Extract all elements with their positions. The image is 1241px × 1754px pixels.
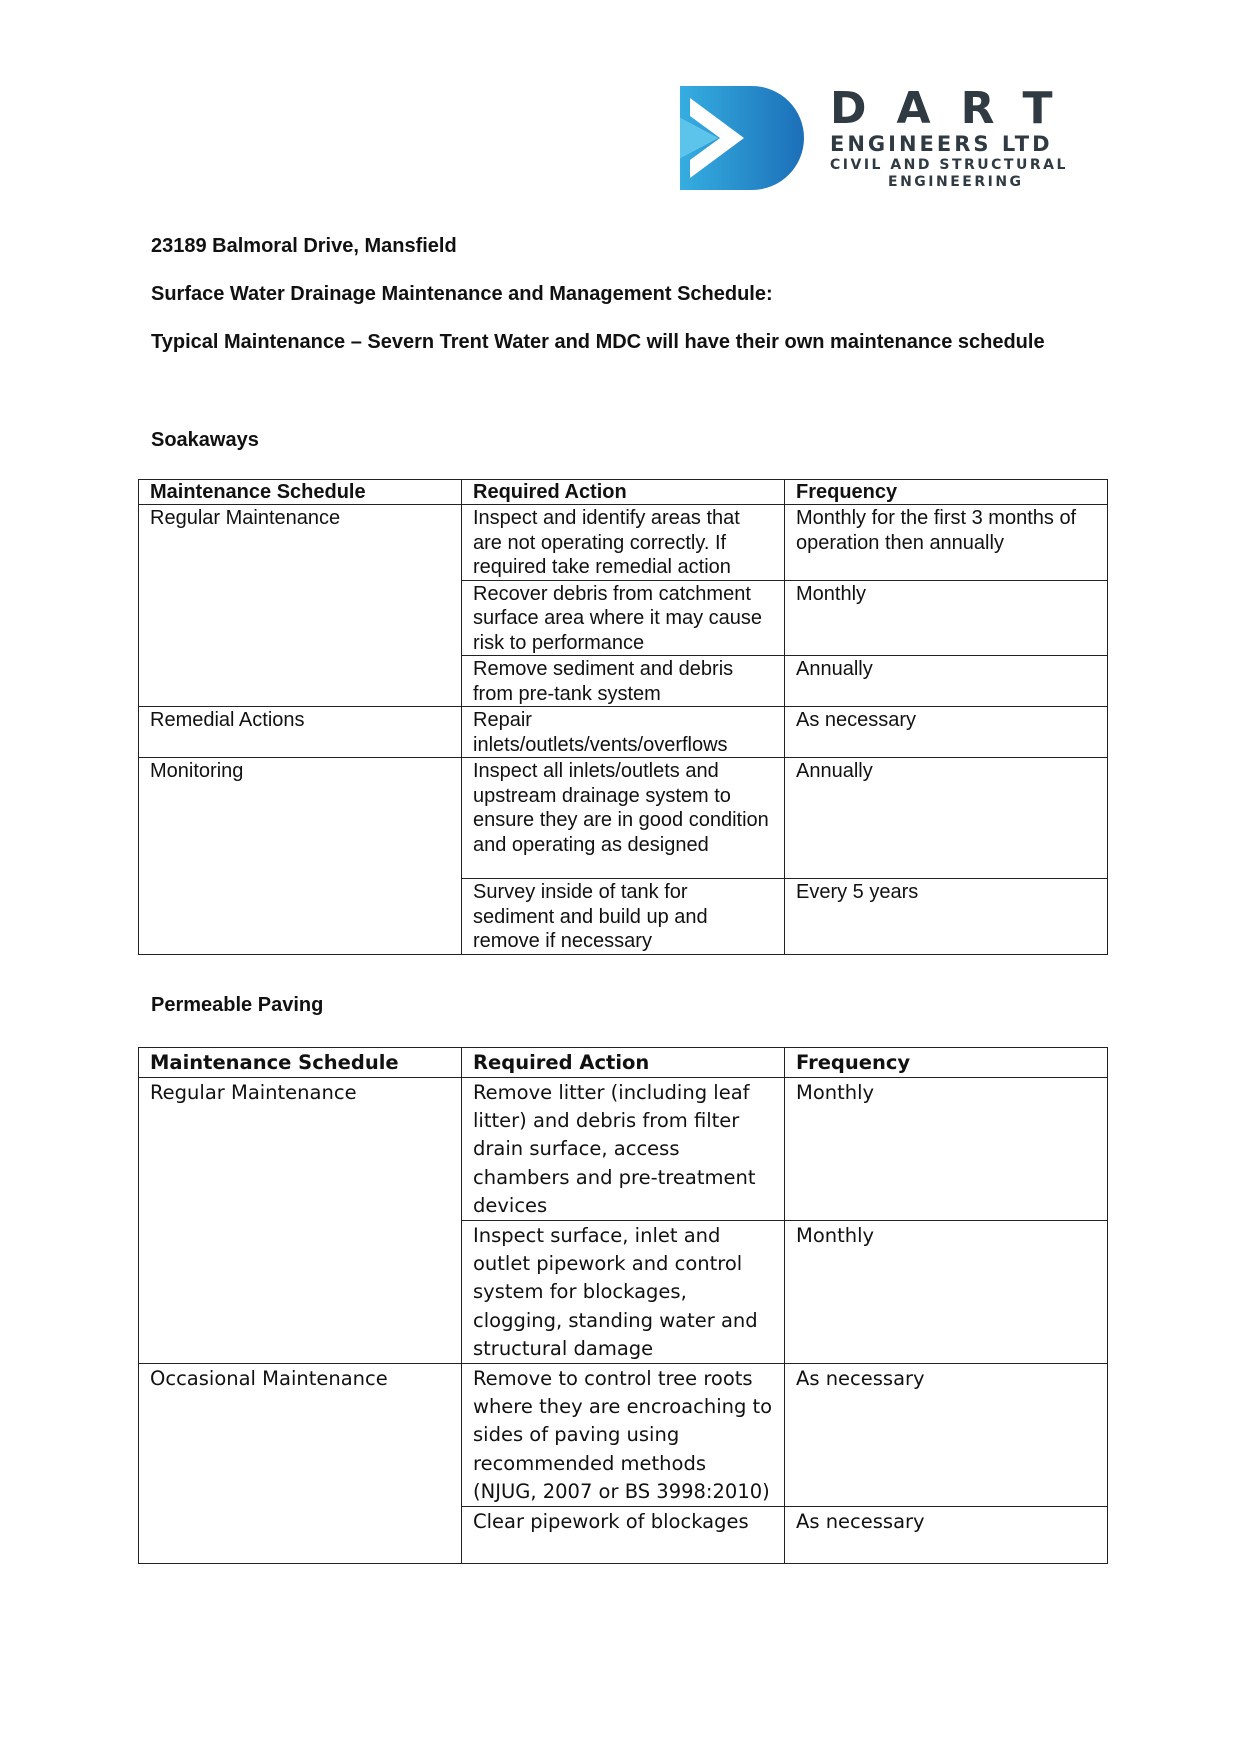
- column-header: Required Action: [462, 480, 785, 505]
- frequency-cell: Monthly: [785, 1221, 1108, 1364]
- action-cell: Survey inside of tank for sediment and build up and remove if necessary: [462, 879, 785, 955]
- action-cell: Remove to control tree roots where they are encroaching to sides of paving using recommended methods (NJUG, 2007 or BS 3998:2010): [462, 1364, 785, 1507]
- logo-company: ENGINEERS LTD: [830, 132, 1053, 156]
- action-cell: Remove litter (including leaf litter) and debris from filter drain surface, access chambers and pre-treatment devices: [462, 1078, 785, 1221]
- permeable-paving-table: [138, 1047, 1108, 1564]
- schedule-cell: Regular Maintenance: [139, 505, 462, 707]
- logo-tagline-1: CIVIL AND STRUCTURAL: [830, 157, 1068, 173]
- action-cell: Inspect all inlets/outlets and upstream drainage system to ensure they are in good condition and operating as designed: [462, 758, 785, 879]
- column-header: Frequency: [785, 1048, 1108, 1078]
- frequency-cell: Monthly: [785, 580, 1108, 656]
- column-header: Maintenance Schedule: [139, 1048, 462, 1078]
- table-row: [139, 1364, 1108, 1507]
- schedule-cell: Remedial Actions: [139, 707, 462, 758]
- action-cell: Clear pipework of blockages: [462, 1507, 785, 1564]
- frequency-cell: Monthly: [785, 1078, 1108, 1221]
- action-cell: Inspect surface, inlet and outlet pipework and control system for blockages, clogging, standing water and structural damage: [462, 1221, 785, 1364]
- logo-tagline-2: ENGINEERING: [888, 174, 1024, 190]
- table-row: [139, 707, 1108, 758]
- frequency-cell: As necessary: [785, 1507, 1108, 1564]
- table-row: [139, 1078, 1108, 1221]
- permeable-paving-title: Permeable Paving: [151, 994, 324, 1016]
- frequency-cell: Monthly for the first 3 months of operation then annually: [785, 505, 1108, 581]
- schedule-cell: Monitoring: [139, 758, 462, 955]
- dart-logo-mark-icon: [680, 86, 805, 190]
- column-header: Frequency: [785, 480, 1108, 505]
- typical-maintenance-note: Typical Maintenance – Severn Trent Water and MDC will have their own maintenance schedule: [151, 331, 1045, 353]
- soakaways-title: Soakaways: [151, 429, 259, 451]
- action-cell: Recover debris from catchment surface area where it may cause risk to performance: [462, 580, 785, 656]
- soakaways-table: [138, 479, 1108, 955]
- frequency-cell: Annually: [785, 758, 1108, 879]
- table-row: [139, 758, 1108, 879]
- logo-brand-name: DART: [830, 83, 1083, 134]
- action-cell: Remove sediment and debris from pre-tank system: [462, 656, 785, 707]
- company-logo: [680, 83, 1083, 196]
- frequency-cell: As necessary: [785, 1364, 1108, 1507]
- table-header-row: [139, 1048, 1108, 1078]
- logo-wordmark: [830, 83, 1083, 190]
- column-header: Maintenance Schedule: [139, 480, 462, 505]
- frequency-cell: As necessary: [785, 707, 1108, 758]
- schedule-cell: Occasional Maintenance: [139, 1364, 462, 1564]
- schedule-cell: Regular Maintenance: [139, 1078, 462, 1364]
- action-cell: Inspect and identify areas that are not operating correctly. If required take remedial action: [462, 505, 785, 581]
- frequency-cell: Annually: [785, 656, 1108, 707]
- frequency-cell: Every 5 years: [785, 879, 1108, 955]
- schedule-title: Surface Water Drainage Maintenance and Management Schedule:: [151, 283, 773, 305]
- site-address: 23189 Balmoral Drive, Mansfield: [151, 235, 457, 257]
- table-row: [139, 505, 1108, 581]
- action-cell: Repair inlets/outlets/vents/overflows: [462, 707, 785, 758]
- column-header: Required Action: [462, 1048, 785, 1078]
- table-header-row: [139, 480, 1108, 505]
